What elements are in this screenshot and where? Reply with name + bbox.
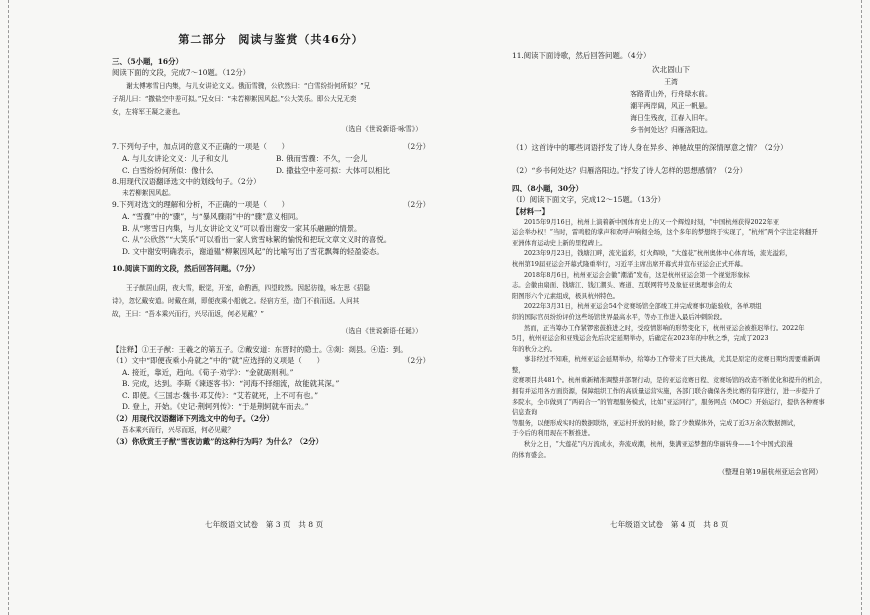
- poem-line: 潮平两岸阔，风正一帆悬。: [630, 101, 712, 110]
- passage-line: 诗》，忽忆戴安道。时戴在剡，即便夜乘小船就之。经宿方至，造门不前而返。人问其: [112, 296, 360, 305]
- question-9-points: （2分）: [403, 200, 430, 210]
- material-line: 竞赛项目共481个。杭州重新精准调整并部署行动，是的亚运竞赛日程、竞赛场馆的改造不断优化和提升的机会，: [512, 377, 827, 385]
- option-d: D. 撒盐空中差可拟：大体可以相比: [276, 165, 390, 175]
- material-line: 织的国际官员纷纷评价这些场馆世界最高水平，等办工作进入最后冲刺阶段。: [512, 313, 727, 321]
- question-7-text: 7.下列句子中，加点词的意义不正确的一项是（ ）: [112, 142, 290, 152]
- material-1-label: 【材料一】: [512, 206, 549, 216]
- passage-line: 子胡儿曰：“撒盐空中差可拟。”兄女曰：“未若柳絮因风起。”公大笑乐。即公大兄无奕: [112, 94, 357, 103]
- question-11: 11.阅读下面诗歌，然后回答问题。（4分）: [512, 51, 651, 60]
- option-b: B. 完成，达到。李斯《谏逐客书》：“河海不择细流，故能就其深。”: [122, 379, 340, 389]
- right-binding-edge: [861, 0, 870, 615]
- passage-line: 故，王曰：“吾本乘兴而行，兴尽而返，何必见戴？”: [112, 309, 264, 318]
- option-b: B. 从“寒雪日内集，与儿女讲论文义”可以看出谢安一家其乐融融的情景。: [122, 223, 362, 233]
- passage-1-source: （选自《世说新语·咏雪》）: [341, 124, 422, 133]
- page-4-footer: 七年级语文试卷 第 4 页 共 8 页: [610, 520, 729, 529]
- question-10-2-sentence: 吾本乘兴而行，兴尽而返，何必见戴？: [122, 425, 235, 434]
- poem-title: 次北固山下: [652, 64, 690, 74]
- option-d: D. 文中谢安明确表示，谢道韫“柳絮因风起”的比喻写出了雪花飘舞的轻盈姿态。: [122, 246, 384, 256]
- question-10-1: [112, 355, 430, 367]
- option-d: D. 登上，开始。《史记·荆轲列传》：“于是荆轲就车而去。”: [122, 402, 309, 412]
- poem-line: 乡书何处达？归雁洛阳边。: [630, 125, 712, 134]
- option-a: A. 与儿女讲论文义：儿子和女儿: [122, 153, 229, 163]
- section-4-instruction: （Ⅰ）阅读下面文字，完成12～15题。（13分）: [512, 195, 666, 205]
- material-line: 杭州第19届亚运会开幕式隆重举行，习近平主席出席开幕式并宣布亚运会正式开幕。: [512, 260, 747, 268]
- question-8-sentence: 未若柳絮因风起。: [122, 188, 175, 197]
- question-9: [112, 199, 430, 211]
- question-10-3: （3）你欣赏王子猷“雪夜访戴”的这种行为吗？为什么？（2分）: [112, 437, 323, 447]
- passage-1: [112, 81, 430, 118]
- option-c: C. 即使。《三国志·魏书·邓艾传》：“艾若就死，上不可有也。”: [122, 390, 319, 400]
- question-9-text: 9.下列对选文的理解和分析，不正确的一项是（ ）: [112, 200, 290, 210]
- section-3-instruction: 阅读下面的文段，完成7～10题。（12分）: [112, 68, 251, 78]
- material-line: 然而，正当筹办工作紧锣密鼓推进之时，受疫情影响的形势变化下，杭州亚运会被推迟举行。2022年: [524, 324, 805, 332]
- material-1: [512, 218, 830, 462]
- material-line: 等服务，以便形成实时的数据联络，亚运村开放的时候，除了少数媒体外，完成了近3万余次数据测试，: [512, 419, 800, 427]
- question-7-options: [112, 153, 430, 176]
- question-10: 10.阅读下面的文段，然后回答问题。（7分）: [112, 264, 260, 274]
- material-line: 志。会徽由扇面、钱塘江、钱江潮头、赛道、互联网符号及象征亚奥理事会的太: [512, 282, 733, 290]
- material-line: 2023年9月23日，钱塘江畔，流光溢彩，灯火辉映，“大莲花”杭州奥体中心体育场，流光溢彩，: [524, 250, 792, 258]
- page-3: [112, 30, 430, 448]
- question-7-points: （2分）: [403, 142, 430, 152]
- material-line: 于今后的利用现在不断推进。: [512, 430, 594, 438]
- material-line: 多院水，全市做到了“两码合一”的管理服务模式，比如“亚运同行”，服务网点（MOC）开始运行，提供各种赛事信息查询: [512, 398, 825, 417]
- question-10-2: （2）用现代汉语翻译下列选文中的句子。（2分）: [112, 414, 274, 424]
- question-10-1-text: （1）文中“即便夜乘小舟就之”中的“就”应选择的义项是（ ）: [112, 356, 324, 366]
- question-8: 8.用现代汉语翻译选文中的划线句子。（2分）: [112, 177, 261, 187]
- passage-line: 王子猷居山阴，夜大雪，眠觉，开室，命酌酒，四望皎然。因起彷徨，咏左思《招隐: [126, 283, 370, 292]
- question-10-1-points: （2分）: [403, 356, 430, 366]
- option-c: C. 从“公欣然”“大笑乐”可以看出一家人赏雪咏絮的愉悦和把玩文章文义时的喜悦。: [122, 235, 392, 245]
- page-3-footer: 七年级语文试卷 第 3 页 共 8 页: [205, 520, 324, 529]
- poem-author: 王湾: [664, 77, 678, 86]
- poem-line: 海日生残夜，江春入旧年。: [630, 113, 712, 122]
- material-line: 亚洲体育运动史上新的里程碑上。: [512, 239, 607, 247]
- material-line: 运会举办权！”当时，雷鸣般的掌声和欢呼声响彻全场，这个多年的梦想终于实现了，“杭州”两个字注定将翻开: [512, 229, 818, 237]
- poem-line: 客路青山外，行舟绿水前。: [630, 89, 712, 98]
- question-11-2: （2）“乡书何处达？归雁洛阳边。”抒发了诗人怎样的思想感情？（2分）: [512, 166, 747, 176]
- option-a: A. 接近，靠近，趋向。《荀子·劝学》：“金就砺则利。”: [122, 367, 294, 377]
- material-line: 拥有并运用各方面资源，保障组织工作的高质量运营实施，各部门联合确保各类比赛的有序进行，进一步提升了: [512, 388, 821, 396]
- material-line: 秋分之日，“大莲花”内万流成水，奔流成潮，杭州，集满亚运梦想的华丽转身——1个中国式浪漫: [524, 441, 793, 449]
- material-line: 的体育盛会。: [512, 451, 550, 459]
- question-7: [112, 141, 430, 153]
- option-c: C. 白雪纷纷何所似：像什么: [122, 165, 214, 175]
- option-a: A. “雪骤”中的“骤”，与“暴风骤雨”中的“骤”意义相同。: [122, 211, 303, 221]
- passage-2: [112, 283, 430, 320]
- question-11-1: （1）这首诗中的哪些词语抒发了诗人身在异乡、神驰故里的深情厚意之情？（2分）: [512, 142, 788, 152]
- poem: [512, 64, 830, 136]
- part-title: 第二部分 阅读与鉴赏（共46分）: [178, 33, 364, 46]
- material-line: 阳图形六个元素组成，极具杭州特色。: [512, 292, 620, 300]
- passage-line: 女，左将军王凝之妻也。: [112, 107, 185, 116]
- page-4: [512, 30, 830, 485]
- section-4-heading: 四、（8小题，30分）: [512, 183, 583, 193]
- material-line: 2018年8月6日，杭州亚运会会徽“潮涌”发布，这是杭州亚运会第一个视觉形象标: [524, 271, 750, 279]
- material-line: 2022年3月31日，杭州亚运会54个竞赛场馆全部竣工并完成赛事功能验收，各单项组: [524, 303, 762, 311]
- annotation-note: 【注释】①王子猷：王羲之的第五子。②戴安道：东晋时的隐士。③剡：剡县。④造：到。: [112, 344, 408, 354]
- left-binding-edge: [0, 0, 9, 615]
- material-line: 2015年9月16日，杭州上演着新中国体育史上的又一个辉煌时刻，“中国杭州获得2022年亚: [524, 218, 780, 226]
- material-line: 年的秋分之约。: [512, 345, 557, 353]
- section-3-heading: 三、（5小题，16分）: [112, 56, 183, 66]
- option-b: B. 俄而雪骤：不久，一会儿: [276, 153, 368, 163]
- material-line: 事非经过不知难，杭州亚运会延期举办，给筹办工作带来了巨大挑战，尤其是原定的竞赛日期均需要重新调整，: [512, 356, 820, 374]
- passage-line: 谢太傅寒雪日内集，与儿女讲论文义。俄而雪骤，公欣然曰：“白雪纷纷何所似？”兄: [126, 81, 371, 90]
- material-line: 5月，杭州亚运会和亚残运会先后决定延期举办，后确定在2023年的中秋之季，完成了2023: [512, 335, 769, 343]
- passage-2-source: （选自《世说新语·任诞》）: [341, 326, 422, 335]
- material-1-source: （整理自第19届杭州亚运会官网）: [718, 468, 822, 477]
